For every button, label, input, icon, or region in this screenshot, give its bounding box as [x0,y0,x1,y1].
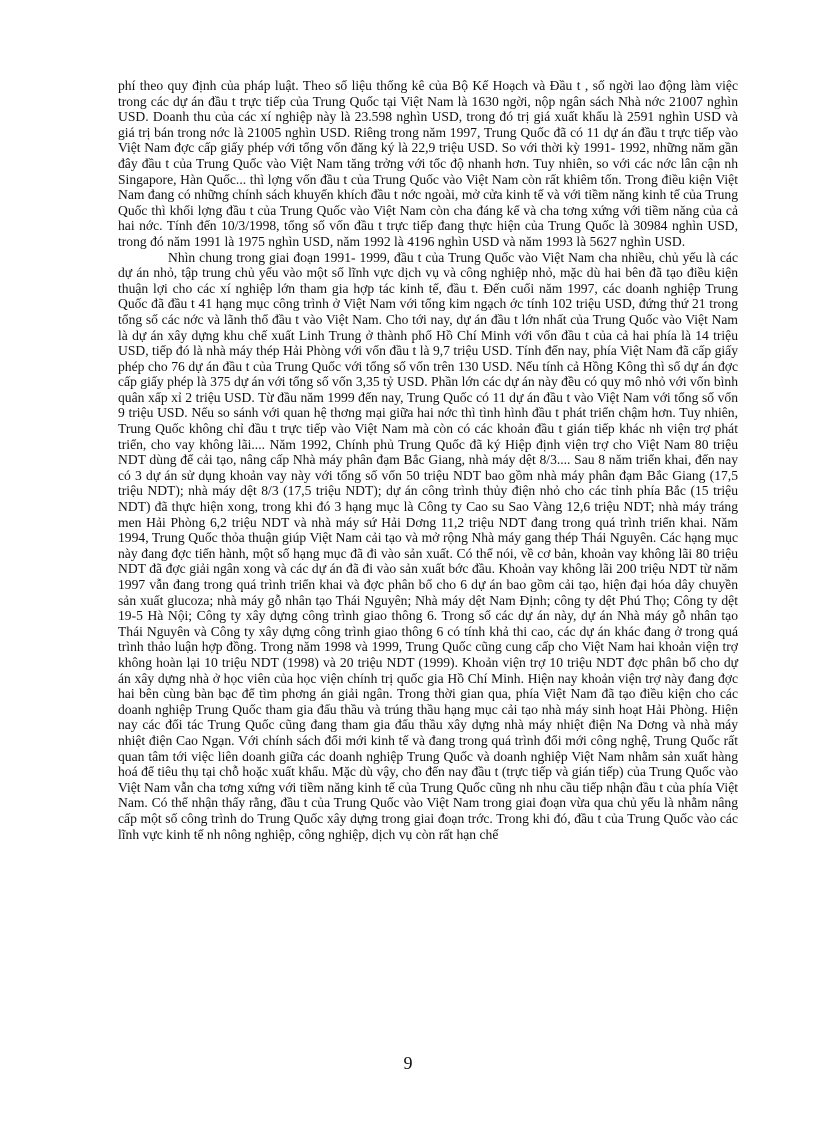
page-number: 9 [403,1053,413,1073]
paragraph-1: phí theo quy định của pháp luật. Theo số liệu thống kê của Bộ Kế Hoạch và Đầu t , số ngời lao động làm việc trong các dự án đầu t trực tiếp của Trung Quốc tại Việt Nam là 1630 ngời, nộp ngân sách Nhà nớc 21007 nghìn USD. Doanh thu của các xí nghiệp này là 23.598 nghìn USD, trong đó trị giá xuất khẩu là 2591 nghìn USD và giá trị bán trong nớc là 21005 nghìn USD. Riêng trong năm 1997, Trung Quốc đã có 11 dự án đầu t trực tiếp vào Việt Nam đợc cấp giấy phép với tổng vốn đăng ký là 22,9 triệu USD. So với thời kỳ 1991- 1992, những năm gần đây đầu t của Trung Quốc vào Việt Nam tăng trởng với tốc độ nhanh hơn. Tuy nhiên, so với các nớc lân cận nh Singapore, Hàn Quốc... thì lợng vốn đầu t của Trung Quốc vào Việt Nam còn rất khiêm tốn. Trong điều kiện Việt Nam đang có những chính sách khuyến khích đầu t nớc ngoài, mở cửa kinh tế và với tiềm năng kinh tế của Trung Quốc thì khối lợng đầu t của Trung Quốc vào Việt Nam còn cha đáng kể và cha tơng xứng với tiềm năng của cả hai nớc. Tính đến 10/3/1998, tổng số vốn đầu t trực tiếp đang thực hiện của Trung Quốc là 30984 nghìn USD, trong đó năm 1991 là 1975 nghìn USD, năm 1992 là 4196 nghìn USD và năm 1993 là 5627 nghìn USD. [118,78,738,249]
body-text [118,78,738,842]
paragraph-2: Nhìn chung trong giai đoạn 1991- 1999, đầu t của Trung Quốc vào Việt Nam cha nhiều, chủ yếu là các dự án nhỏ, tập trung chủ yếu vào một số lĩnh vực dịch vụ và công nghiệp nhỏ, mặc dù hai bên đã tạo điều kiện thuận lợi cho các xí nghiệp lớn tham gia hợp tác kinh tế, đầu t. Đến cuối năm 1997, các doanh nghiệp Trung Quốc đã đầu t 41 hạng mục công trình ở Việt Nam với tổng kim ngạch ớc tính 102 triệu USD, đứng thứ 21 trong tổng số các nớc và lãnh thổ đầu t vào Việt Nam. Cho tới nay, dự án đầu t lớn nhất của Trung Quốc vào Việt Nam là dự án xây dựng khu chế xuất Linh Trung ở thành phố Hồ Chí Minh với vốn đầu t của cả hai phía là 14 triệu USD, tiếp đó là nhà máy thép Hải Phòng với vốn đầu t là 9,7 triệu USD. Tính đến nay, phía Việt Nam đã cấp giấy phép cho 76 dự án đầu t của Trung Quốc với tổng số vốn trên 130 USD. Nếu tính cả Hồng Kông thì số dự án đợc cấp giấy phép là 375 dự án với tổng số vốn 3,35 tỷ USD. Phần lớn các dự án này đều có quy mô nhỏ với vốn bình quân xấp xỉ 2 triệu USD. Từ đầu năm 1999 đến nay, Trung Quốc có 11 dự án đầu t vào Việt Nam với tổng số vốn 9 triệu USD. Nếu so sánh với quan hệ thơng mại giữa hai nớc thì tình hình đầu t phát triển chậm hơn. Tuy nhiên, Trung Quốc không chỉ đầu t trực tiếp vào Việt Nam mà còn có các khoản đầu t gián tiếp khác nh viện trợ phát triển, cho vay không lãi.... Năm 1992, Chính phủ Trung Quốc đã ký Hiệp định viện trợ cho Việt Nam 80 triệu NDT dùng để cải tạo, nâng cấp Nhà máy phân đạm Bắc Giang, nhà máy dệt 8/3.... Sau 8 năm triển khai, đến nay có 3 dự án sử dụng khoản vay này với tổng số vốn 50 triệu NDT bao gồm nhà máy phân đạm Bắc Giang (17,5 triệu NDT); nhà máy dệt 8/3 (17,5 triệu NDT); dự án công trình thủy điện nhỏ cho các tỉnh phía Bắc (15 triệu NDT) đã thực hiện xong, trong khi đó 3 hạng mục là Công ty Cao su Sao Vàng 12,6 triệu NDT; nhà máy tráng men Hải Phòng 6,2 triệu NDT và nhà máy sứ Hải Dơng 11,2 triệu NDT đang trong quá trình triển khai. Năm 1994, Trung Quốc thỏa thuận giúp Việt Nam cải tạo và mở rộng Nhà máy gang thép Thái Nguyên. Các hạng mục này đang đợc tiến hành, một số hạng mục đã đi vào sản xuất. Có thể nói, về cơ bản, khoản vay không lãi 80 triệu NDT đã đợc giải ngân xong và các dự án đã đi vào sản xuất bớc đầu. Khoản vay không lãi 200 triệu NDT từ năm 1997 vẫn đang trong quá trình triển khai và đợc phân bổ cho 6 dự án bao gồm cải tạo, hiện đại hóa dây chuyền sản xuất glucoza; nhà máy gỗ nhân tạo Thái Nguyên; Nhà máy dệt Nam Định; công ty dệt Phú Thọ; Công ty dệt 19-5 Hà Nội; Công ty xây dựng công trình giao thông 6. Trong số các dự án này, dự án Nhà máy gỗ nhân tạo Thái Nguyên và Công ty xây dựng công trình giao thông 6 có tính khả thi cao, các dự án khác đang ở trong quá trình thảo luận hợp đồng. Trong năm 1998 và 1999, Trung Quốc cũng cung cấp cho Việt Nam hai khoản viện trợ không hoàn lại 10 triệu NDT (1998) và 20 triệu NDT (1999). Khoản viện trợ 10 triệu NDT đợc phân bổ cho dự án xây dựng nhà ở học viên của học viện chính trị quốc gia Hồ Chí Minh. Hiện nay khoản viện trợ này đang đợc hai bên cùng bàn bạc để tìm phơng án giải ngân. Trong thời gian qua, phía Việt Nam đã tạo điều kiện cho các doanh nghiệp Trung Quốc tham gia đấu thầu và trúng thầu hạng mục cải tạo nhà máy sinh hoạt Hải Phòng. Hiện nay các đối tác Trung Quốc cũng đang tham gia đấu thầu xây dựng nhà máy nhiệt điện Na Dơng và nhà máy nhiệt điện Cao Ngạn. Với chính sách đổi mới kinh tế và đang trong quá trình đổi mới công nghệ, Trung Quốc rất quan tâm tới việc liên doanh giữa các doanh nghiệp Trung Quốc và doanh nghiệp Việt Nam nhằm sản xuất hàng hoá để tiêu thụ tại chỗ hoặc xuất khẩu. Mặc dù vậy, cho đến nay đầu t (trực tiếp và gián tiếp) của Trung Quốc vào Việt Nam vẫn cha tơng xứng với tiềm năng kinh tế của Trung Quốc cũng nh nhu cầu tiếp nhận đầu t của phía Việt Nam. Có thể nhận thấy rằng, đầu t của Trung Quốc vào Việt Nam trong giai đoạn vừa qua chủ yếu là nhằm nâng cấp một số công trình do Trung Quốc xây dựng trong giai đoạn trớc. Trong khi đó, đầu t của Trung Quốc vào các lĩnh vực kinh tế nh nông nghiệp, công nghiệp, dịch vụ còn rất hạn chế [118,249,738,842]
